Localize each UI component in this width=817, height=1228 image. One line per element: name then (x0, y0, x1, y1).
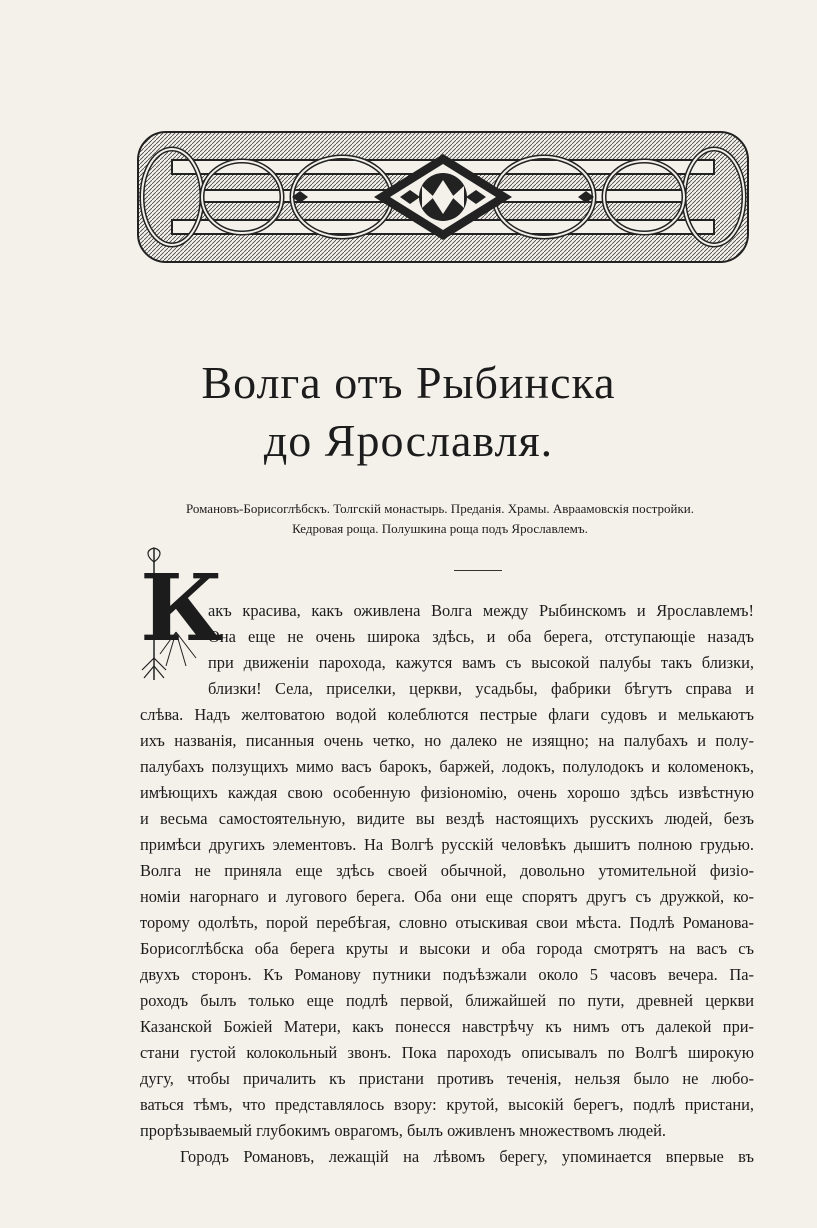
body-line: акъ красива, какъ оживлена Волга между Рыбинскомъ и Ярославлемъ! (208, 601, 754, 620)
body-line: Волга не приняла еще здѣсь своей обычной, довольно утомительной физіо- (140, 861, 754, 880)
body-line: палубахъ ползущихъ мимо васъ барокъ, баржей, лодокъ, полулодокъ и коломенокъ, (140, 757, 754, 776)
body-line: ваться тѣмъ, что представлялось взору: крутой, высокій берегъ, подлѣ пристани, (140, 1095, 754, 1114)
body-line: стани густой колокольный звонъ. Пока пароходъ описывалъ по Волгѣ широкую (140, 1043, 754, 1062)
body-line: и весьма самостоятельную, видите вы вездѣ настоящихъ русскихъ людей, безъ (140, 809, 754, 828)
body-line: Казанской Божіей Матери, какъ понесся навстрѣчу къ нимъ отъ далекой при- (140, 1017, 754, 1036)
body-line: примѣси другихъ элементовъ. На Волгѣ русскій человѣкъ дышитъ полною грудью. (140, 835, 754, 854)
body-line: Борисоглѣбска оба берега круты и высоки и оба города смотрятъ на васъ съ (140, 939, 754, 958)
chapter-title-line-1: Волга отъ Рыбинска (201, 357, 616, 408)
dropcap-ornament (136, 548, 224, 680)
body-line: торому одолѣть, порой перебѣгая, словно отыскивая свои мѣста. Подлѣ Романова- (140, 913, 754, 932)
body-line: при движеніи парохода, кажутся вамъ съ высокой палубы такъ близки, (208, 653, 754, 672)
section-divider (454, 570, 502, 571)
body-line: ихъ названія, писанныя очень четко, но далеко не изящно; на палубахъ и полу- (140, 731, 754, 750)
chapter-title-line-2: до Ярославля. (263, 415, 554, 466)
dropcap-letter: К (140, 554, 224, 662)
body-line: Городъ Романовъ, лежащій на лѣвомъ берегу, упоминается впервые въ (180, 1147, 754, 1166)
body-line: роходъ былъ только еще подлѣ первой, ближайшей по пути, древней церкви (140, 991, 754, 1010)
body-line: дугу, чтобы причалить къ пристани противъ теченія, нельзя было не любо- (140, 1069, 754, 1088)
body-line: близки! Села, приселки, церкви, усадьбы, фабрики бѣгутъ справа и (208, 679, 754, 698)
body-line: номіи нагорнаго и лугового берега. Оба они еще спорятъ другъ съ дружкой, ко- (140, 887, 754, 906)
body-line: двухъ сторонъ. Къ Романову путники подъѣзжали около 5 часовъ вечера. Па- (140, 965, 754, 984)
body-line: прорѣзываемый глубокимъ оврагомъ, былъ оживленъ множествомъ людей. (140, 1121, 666, 1140)
body-line: имѣющихъ каждая свою особенную физіономію, очень хорошо здѣсь извѣстную (140, 783, 754, 802)
body-line: Она еще не очень широка здѣсь, и оба берега, отступающіе назадъ (208, 627, 754, 646)
interlace-ornament-icon (132, 124, 754, 270)
body-line: слѣва. Надъ желтоватою водой колеблются пестрые флаги судовъ и мелькаютъ (140, 705, 754, 724)
chapter-summary-line-1: Романовъ-Борисоглѣбскъ. Толгскій монастырь. Преданія. Храмы. Авраамовскія постройки. (186, 501, 694, 516)
chapter-summary-line-2: Кедровая роща. Полушкина роща подъ Ярославлемъ. (292, 521, 588, 536)
